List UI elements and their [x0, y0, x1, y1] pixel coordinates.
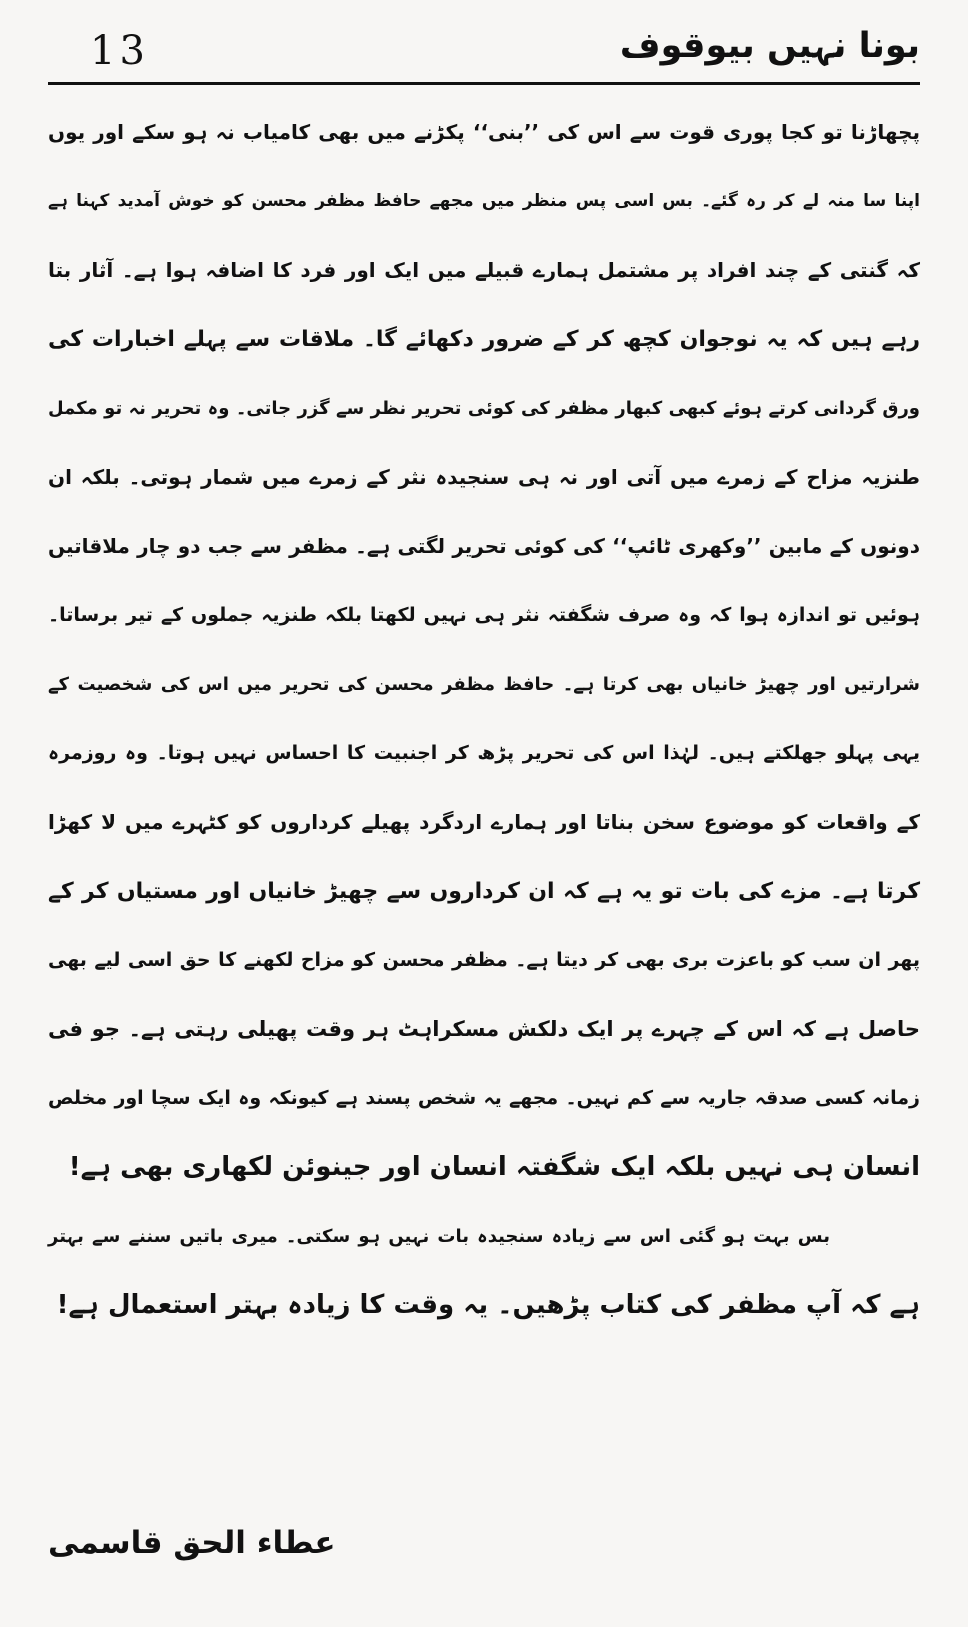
- text-line: ہے کہ آپ مظفر کی کتاب پڑھیں۔ یہ وقت کا زیادہ بہتر استعمال ہے!: [56, 1290, 920, 1320]
- page-header: [48, 22, 920, 84]
- text-line: زمانہ کسی صدقہ جاریہ سے کم نہیں۔ مجھے یہ شخص پسند ہے کیونکہ وہ ایک سچا اور مخلص: [48, 1087, 920, 1109]
- text-line: ورق گردانی کرتے ہوئے کبھی کبھار مظفر کی کوئی تحریر نظر سے گزر جاتی۔ وہ تحریر نہ تو مکمل: [48, 398, 920, 419]
- body-text: [48, 98, 920, 1340]
- text-line: کرتا ہے۔ مزے کی بات تو یہ ہے کہ ان کرداروں سے چھیڑ خانیاں اور مستیاں کر کے: [48, 879, 920, 904]
- text-line: اپنا سا منہ لے کر رہ گئے۔ بس اسی پس منظر میں مجھے حافظ مظفر محسن کو خوش آمدید کہنا ہے: [48, 191, 920, 211]
- page-number: 13: [90, 28, 149, 74]
- text-line: پھر ان سب کو باعزت بری بھی کر دیتا ہے۔ مظفر محسن کو مزاح لکھنے کا حق اسی لیے بھی: [48, 949, 920, 971]
- text-line: انسان ہی نہیں بلکہ ایک شگفتہ انسان اور جینوئن لکھاری بھی ہے!: [68, 1152, 920, 1182]
- text-line: بس بہت ہو گئی اس سے زیادہ سنجیدہ بات نہیں ہو سکتی۔ میری باتیں سننے سے بہتر: [48, 1226, 830, 1247]
- text-line: کے واقعات کو موضوع سخن بناتا اور ہمارے اردگرد پھیلے کرداروں کو کٹہرے میں لا کھڑا: [48, 810, 920, 834]
- text-line: دونوں کے مابین ’’وکھری ٹائپ‘‘ کی کوئی تحریر لگتی ہے۔ مظفر سے جب دو چار ملاقاتیں: [48, 534, 920, 558]
- text-line: شرارتیں اور چھیڑ خانیاں بھی کرتا ہے۔ حافظ مظفر محسن کی تحریر میں اس کی شخصیت کے: [48, 674, 920, 695]
- text-line: طنزیہ مزاح کے زمرے میں آتی اور نہ ہی سنجیدہ نثر کے زمرے میں شمار ہوتی۔ بلکہ ان: [48, 465, 920, 489]
- text-line: حاصل ہے کہ اس کے چہرے پر ایک دلکش مسکراہٹ ہر وقت پھیلی رہتی ہے۔ جو فی: [48, 1017, 920, 1041]
- author-signature: عطاء الحق قاسمی: [48, 1525, 336, 1561]
- running-title: بونا نہیں بیوقوف: [619, 26, 920, 66]
- text-line: پچھاڑنا تو کجا پوری قوت سے اس کی ’’بنی‘‘ پکڑنے میں بھی کامیاب نہ ہو سکے اور یوں: [48, 120, 920, 144]
- text-line: رہے ہیں کہ یہ نوجوان کچھ کر کے ضرور دکھائے گا۔ ملاقات سے پہلے اخبارات کی: [48, 327, 920, 352]
- text-line: یہی پہلو جھلکتے ہیں۔ لہٰذا اس کی تحریر پڑھ کر اجنبیت کا احساس نہیں ہوتا۔ وہ روزمرہ: [48, 742, 920, 764]
- text-line: کہ گنتی کے چند افراد پر مشتمل ہمارے قبیلے میں ایک اور فرد کا اضافہ ہوا ہے۔ آثار بتا: [48, 258, 920, 282]
- header-rule: [48, 82, 920, 85]
- text-line: ہوئیں تو اندازہ ہوا کہ وہ صرف شگفتہ نثر ہی نہیں لکھتا بلکہ طنزیہ جملوں کے تیر برساتا۔: [48, 604, 920, 626]
